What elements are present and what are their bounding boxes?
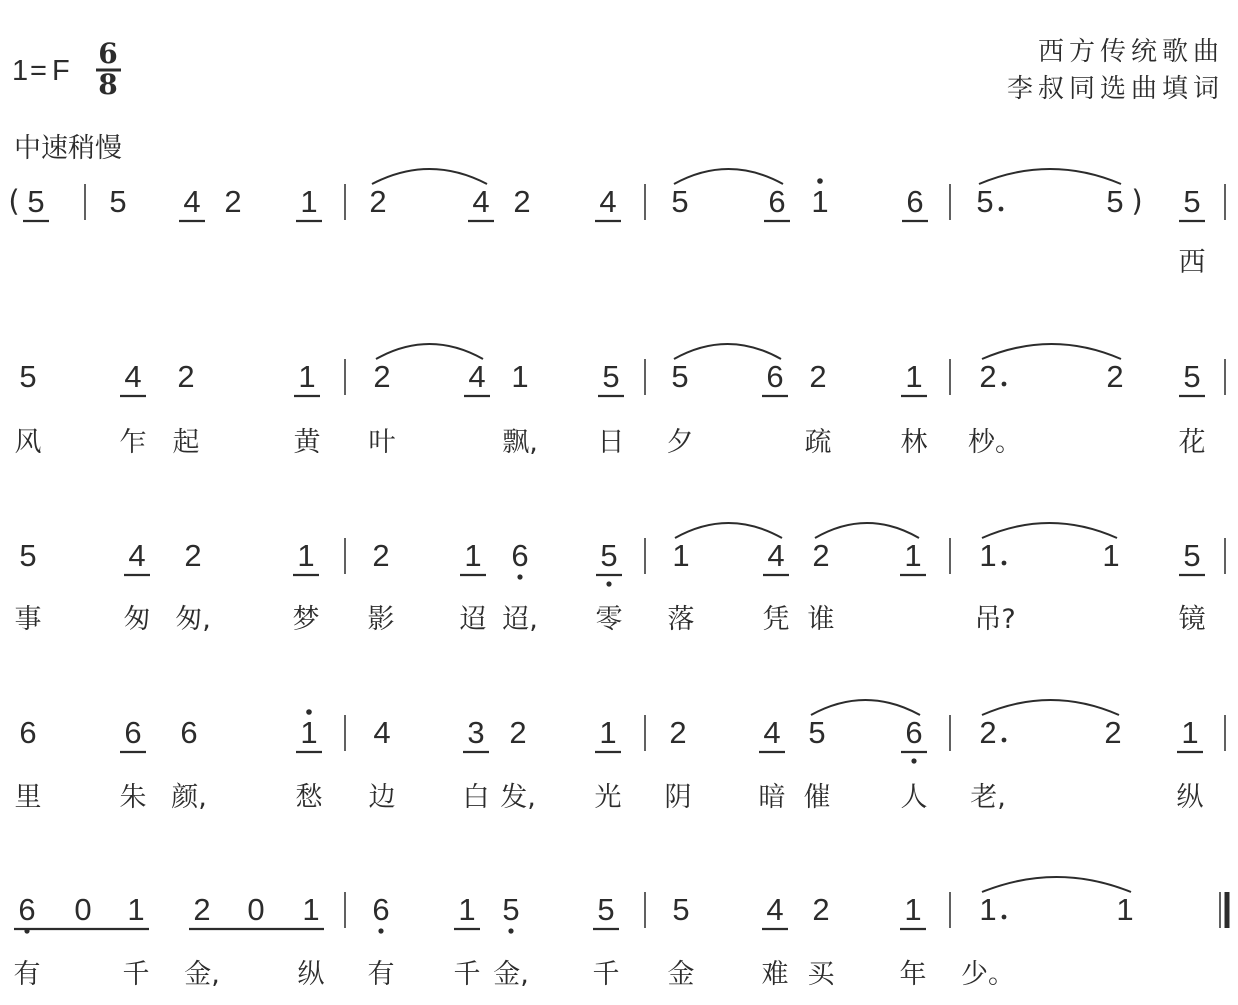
octave-down-dot [606,581,611,586]
lyric-char: 黄 [293,427,321,458]
note: 1 [127,892,145,927]
lyric-char: 纵 [297,959,325,990]
lyric-char: 落 [667,604,695,635]
tie-slur [982,877,1131,892]
lyric-char: 千 [453,959,481,990]
note: 5 [602,359,620,394]
close-paren: ) [1131,184,1143,218]
note: 1 [464,538,482,573]
note: 1 [811,184,829,219]
note: 2 [509,715,527,750]
note: 4 [766,892,784,927]
note: 2 [979,359,997,394]
lyric-char: 凭 [762,604,790,635]
note: 2 [372,538,390,573]
lyric-char: 朱 [119,782,147,813]
system-2 [15,344,1226,458]
lyric-char: 影 [367,604,395,635]
key-signature [12,55,70,87]
note: 4 [468,359,486,394]
octave-down-dot [378,928,383,933]
note: 5 [1183,359,1201,394]
key-equals: = [30,55,47,87]
lyric-char: 催 [803,782,831,813]
note: 1 [1116,892,1134,927]
note: 0 [247,892,265,927]
key-letter: F [52,55,70,87]
note: 1 [1102,538,1120,573]
note: 4 [128,538,146,573]
note: 5 [672,892,690,927]
note: 1 [297,538,315,573]
note: 5 [671,184,689,219]
lyric-char: 镜 [1178,604,1206,635]
open-paren: ( [8,184,20,218]
lyric-char: 白 [462,782,490,813]
lyric-char: 疏 [804,427,832,458]
lyric-char: 有 [13,959,41,990]
note: 5 [19,538,37,573]
note: 2 [193,892,211,927]
note: 1 [599,715,617,750]
lyric-char: 纵 [1176,782,1204,813]
tie-slur [674,344,781,359]
lyric-char: 千 [122,959,150,990]
augmentation-dot [1002,738,1007,743]
note: 5 [1183,538,1201,573]
note: 4 [373,715,391,750]
tie-slur [372,169,487,184]
lyric-char: 阴 [664,782,692,813]
lyric-char: 有 [367,959,395,990]
note: 2 [184,538,202,573]
time-numerator: 6 [98,37,118,70]
lyric-char: 西 [1178,247,1206,278]
lyric-char: 匆, [175,604,211,635]
lyric-char: 人 [900,782,928,813]
note: 2 [812,538,830,573]
note: 5 [976,184,994,219]
octave-up-dot [817,178,823,184]
note: 0 [74,892,92,927]
key-number: 1 [12,55,29,87]
note: 1 [298,359,316,394]
note: 6 [180,715,198,750]
note: 1 [904,892,922,927]
credit-lyricist: 李叔同选曲填词 [1006,74,1224,104]
lyric-char: 日 [597,427,625,458]
lyric-char: 林 [900,427,928,458]
note: 5 [671,359,689,394]
note: 2 [1106,359,1124,394]
lyric-char: 匆 [123,604,151,635]
lyric-char: 发, [500,782,536,813]
tie-slur [811,700,920,715]
note: 2 [369,184,387,219]
lyric-char: 年 [899,959,927,990]
lyric-char: 金, [493,959,529,990]
time-signature [96,37,121,101]
augmentation-dot [999,207,1004,212]
note: 2 [979,715,997,750]
note: 5 [27,184,45,219]
note: 6 [372,892,390,927]
note: 6 [511,538,529,573]
lyric-char: 少。 [961,959,1015,990]
lyric-char: 杪。 [968,427,1022,458]
lyric-char: 边 [368,782,396,813]
lyric-char: 迢, [502,604,538,635]
tie-slur [979,169,1121,184]
lyric-char: 千 [592,959,620,990]
note: 6 [18,892,36,927]
lyric-char: 暗 [758,782,786,813]
note: 5 [597,892,615,927]
note: 1 [300,184,318,219]
note: 5 [109,184,127,219]
lyric-char: 零 [595,604,623,635]
lyric-char: 老, [970,782,1006,813]
lyric-char: 花 [1178,427,1206,458]
system-3 [15,523,1226,635]
augmentation-dot [1002,561,1007,566]
note: 1 [979,538,997,573]
lyric-char: 买 [807,959,835,990]
tie-slur [815,523,919,538]
note: 2 [809,359,827,394]
lyric-char: 金 [667,959,695,990]
note: 1 [1181,715,1199,750]
tie-slur [675,523,782,538]
time-denominator: 8 [98,68,118,101]
note: 5 [808,715,826,750]
lyric-char: 叶 [368,427,396,458]
note: 5 [1183,184,1201,219]
augmentation-dot [1002,382,1007,387]
note: 4 [472,184,490,219]
lyric-char: 难 [761,959,789,990]
lyric-char: 金, [184,959,220,990]
note: 6 [906,184,924,219]
tie-slur [674,169,783,184]
note: 2 [1104,715,1122,750]
lyric-char: 迢 [459,604,487,635]
octave-up-dot [306,709,312,715]
system-5 [14,877,1228,990]
note: 4 [599,184,617,219]
tempo-marking: 中速稍慢 [14,133,122,164]
lyric-char: 光 [594,782,622,813]
note: 1 [511,359,529,394]
note: 2 [669,715,687,750]
note: 5 [600,538,618,573]
note: 4 [767,538,785,573]
tie-slur [982,523,1117,538]
note: 4 [183,184,201,219]
lyric-char: 吊? [974,604,1016,635]
note: 5 [1106,184,1124,219]
tie-slur [376,344,483,359]
note: 5 [19,359,37,394]
note: 6 [768,184,786,219]
lyric-char: 乍 [119,427,147,458]
lyric-char: 愁 [295,782,323,813]
note: 6 [905,715,923,750]
octave-down-dot [911,758,916,763]
octave-down-dot [517,574,522,579]
lyric-char: 起 [172,427,200,458]
lyric-char: 夕 [666,427,694,458]
note: 6 [19,715,37,750]
note: 1 [458,892,476,927]
lyric-char: 谁 [807,604,835,635]
note: 1 [300,715,318,750]
note: 4 [124,359,142,394]
note: 1 [302,892,320,927]
credit-origin: 西方传统歌曲 [1037,37,1224,67]
lyric-char: 事 [14,604,42,635]
note: 1 [905,359,923,394]
tie-slur [982,700,1119,715]
lyric-char: 颜, [171,782,207,813]
note: 2 [812,892,830,927]
note: 6 [766,359,784,394]
note: 2 [373,359,391,394]
lyric-char: 风 [14,427,42,458]
lyric-char: 飘, [502,427,538,458]
note: 2 [513,184,531,219]
system-1 [8,169,1225,278]
system-4 [15,700,1226,813]
note: 2 [177,359,195,394]
note: 1 [904,538,922,573]
note: 3 [467,715,485,750]
note: 6 [124,715,142,750]
score-systems [8,169,1227,990]
augmentation-dot [1002,915,1007,920]
note: 1 [672,538,690,573]
lyric-char: 梦 [292,604,320,635]
note: 2 [224,184,242,219]
tie-slur [982,344,1121,359]
note: 4 [763,715,781,750]
note: 5 [502,892,520,927]
note: 1 [979,892,997,927]
lyric-char: 里 [14,782,42,813]
octave-down-dot [508,928,513,933]
